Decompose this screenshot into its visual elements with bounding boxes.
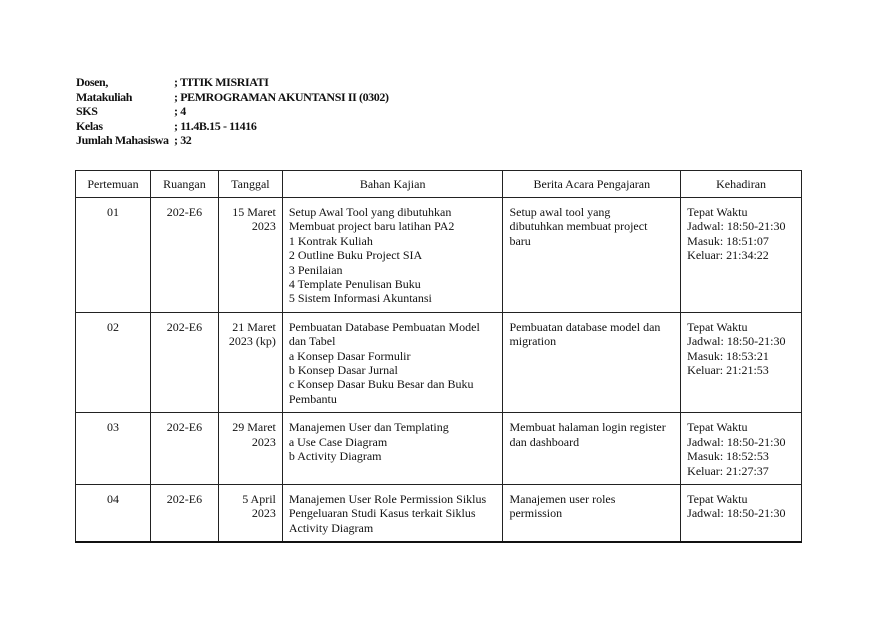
cell-line: c Konsep Dasar Buku Besar dan Buku — [288, 377, 474, 392]
cell-line: 29 Maret — [232, 420, 276, 435]
info-row — [76, 75, 389, 90]
cell-pertemuan: 02 — [76, 312, 151, 412]
cell-line: a Konsep Dasar Formulir — [288, 348, 411, 363]
info-row — [76, 90, 389, 105]
cell-line: 21 Maret — [232, 319, 276, 334]
cell-line: Activity Diagram — [288, 520, 374, 535]
table-row — [76, 413, 802, 485]
cell-line: migration — [509, 334, 557, 349]
cell-line: dan dashboard — [509, 434, 580, 449]
cell-line: Keluar: 21:34:22 — [687, 248, 769, 263]
cell-line: Manajemen User Role Permission Siklus — [288, 491, 487, 506]
table-row — [76, 198, 802, 313]
cell-line: 2023 (kp) — [228, 334, 276, 349]
cell-pertemuan: 04 — [76, 484, 151, 542]
cell-line: 5 Sistem Informasi Akuntansi — [288, 291, 432, 306]
cell-line: 15 Maret — [232, 205, 276, 219]
cell-line: 2023 — [251, 506, 276, 521]
cell-line: Pengeluaran Studi Kasus terkait Siklus — [288, 506, 476, 521]
info-label: SKS — [76, 104, 98, 118]
cell-kehadiran — [681, 484, 802, 542]
cell-line: Tepat Waktu — [687, 319, 748, 334]
cell-line: 4 Template Penulisan Buku — [288, 277, 421, 292]
cell-berita-acara — [503, 413, 681, 485]
cell-berita-acara — [503, 312, 681, 412]
cell-line: dibutuhkan membuat project — [509, 219, 648, 234]
header-bahan-kajian: Bahan Kajian — [282, 171, 503, 198]
meeting-schedule-table — [75, 170, 802, 543]
cell-kehadiran — [681, 312, 802, 412]
cell-line: Manajemen User dan Templating — [288, 420, 449, 435]
cell-bahan-kajian — [282, 198, 503, 313]
cell-ruangan: 202-E6 — [150, 198, 218, 313]
cell-line: Tepat Waktu — [687, 491, 748, 506]
cell-line: 2023 — [251, 219, 276, 234]
table-row — [76, 484, 802, 542]
cell-line: Setup Awal Tool yang dibutuhkan — [288, 205, 452, 219]
info-label: Jumlah Mahasiswa — [76, 133, 169, 147]
cell-line: Manajemen user roles — [509, 491, 616, 506]
header-tanggal: Tanggal — [218, 171, 282, 198]
info-value: ; 32 — [174, 133, 192, 147]
cell-line: 1 Kontrak Kuliah — [288, 233, 373, 248]
cell-line: a Use Case Diagram — [288, 434, 388, 449]
cell-tanggal — [218, 413, 282, 485]
cell-line: b Konsep Dasar Jurnal — [288, 363, 398, 378]
info-value: ; 4 — [174, 104, 186, 118]
info-label: Kelas — [76, 118, 103, 133]
cell-kehadiran — [681, 198, 802, 313]
info-label: Matakuliah — [76, 89, 133, 104]
course-info — [76, 75, 389, 148]
table-header-row — [76, 171, 802, 198]
cell-line: dan Tabel — [288, 334, 336, 349]
cell-line: Pembuatan database model dan — [509, 319, 661, 334]
info-label: Dosen, — [76, 75, 108, 89]
cell-line: Jadwal: 18:50-21:30 — [687, 506, 786, 521]
cell-line: Jadwal: 18:50-21:30 — [687, 434, 786, 449]
cell-line: 2 Outline Buku Project SIA — [288, 248, 423, 263]
cell-ruangan: 202-E6 — [150, 312, 218, 412]
cell-line: Pembantu — [288, 391, 337, 406]
cell-line: 3 Penilaian — [288, 262, 343, 277]
cell-line: Masuk: 18:53:21 — [687, 348, 769, 363]
cell-line: Jadwal: 18:50-21:30 — [687, 219, 786, 234]
cell-line: Pembuatan Database Pembuatan Model — [288, 319, 480, 334]
cell-line: 2023 — [251, 434, 276, 449]
cell-line: Setup awal tool yang — [509, 205, 611, 219]
info-value: ; TITIK MISRIATI — [174, 75, 269, 89]
cell-tanggal — [218, 198, 282, 313]
cell-line: 5 April — [242, 491, 276, 506]
cell-line: Keluar: 21:27:37 — [687, 463, 769, 478]
header-kehadiran: Kehadiran — [681, 171, 802, 198]
header-berita-acara: Berita Acara Pengajaran — [503, 171, 681, 198]
info-value: ; 11.4B.15 - 11416 — [174, 118, 257, 133]
cell-tanggal — [218, 312, 282, 412]
cell-ruangan: 202-E6 — [150, 413, 218, 485]
info-row — [76, 133, 389, 148]
cell-line: Tepat Waktu — [687, 205, 748, 219]
header-pertemuan: Pertemuan — [76, 171, 151, 198]
header-ruangan: Ruangan — [150, 171, 218, 198]
cell-pertemuan: 03 — [76, 413, 151, 485]
cell-bahan-kajian — [282, 484, 503, 542]
cell-line: baru — [509, 233, 531, 248]
cell-kehadiran — [681, 413, 802, 485]
cell-line: permission — [509, 506, 563, 521]
cell-line: Tepat Waktu — [687, 420, 748, 435]
cell-line: Masuk: 18:51:07 — [687, 233, 769, 248]
cell-berita-acara — [503, 484, 681, 542]
info-value: ; PEMROGRAMAN AKUNTANSI II (0302) — [174, 89, 389, 104]
cell-pertemuan: 01 — [76, 198, 151, 313]
cell-line: Membuat halaman login register — [509, 420, 666, 435]
cell-line: Jadwal: 18:50-21:30 — [687, 334, 786, 349]
cell-ruangan: 202-E6 — [150, 484, 218, 542]
cell-line: b Activity Diagram — [288, 449, 382, 464]
cell-line: Keluar: 21:21:53 — [687, 363, 769, 378]
info-row — [76, 119, 389, 134]
cell-bahan-kajian — [282, 312, 503, 412]
cell-line: Membuat project baru latihan PA2 — [288, 219, 455, 234]
cell-bahan-kajian — [282, 413, 503, 485]
table-row — [76, 312, 802, 412]
cell-tanggal — [218, 484, 282, 542]
info-row — [76, 104, 389, 119]
cell-berita-acara — [503, 198, 681, 313]
cell-line: Masuk: 18:52:53 — [687, 449, 769, 464]
